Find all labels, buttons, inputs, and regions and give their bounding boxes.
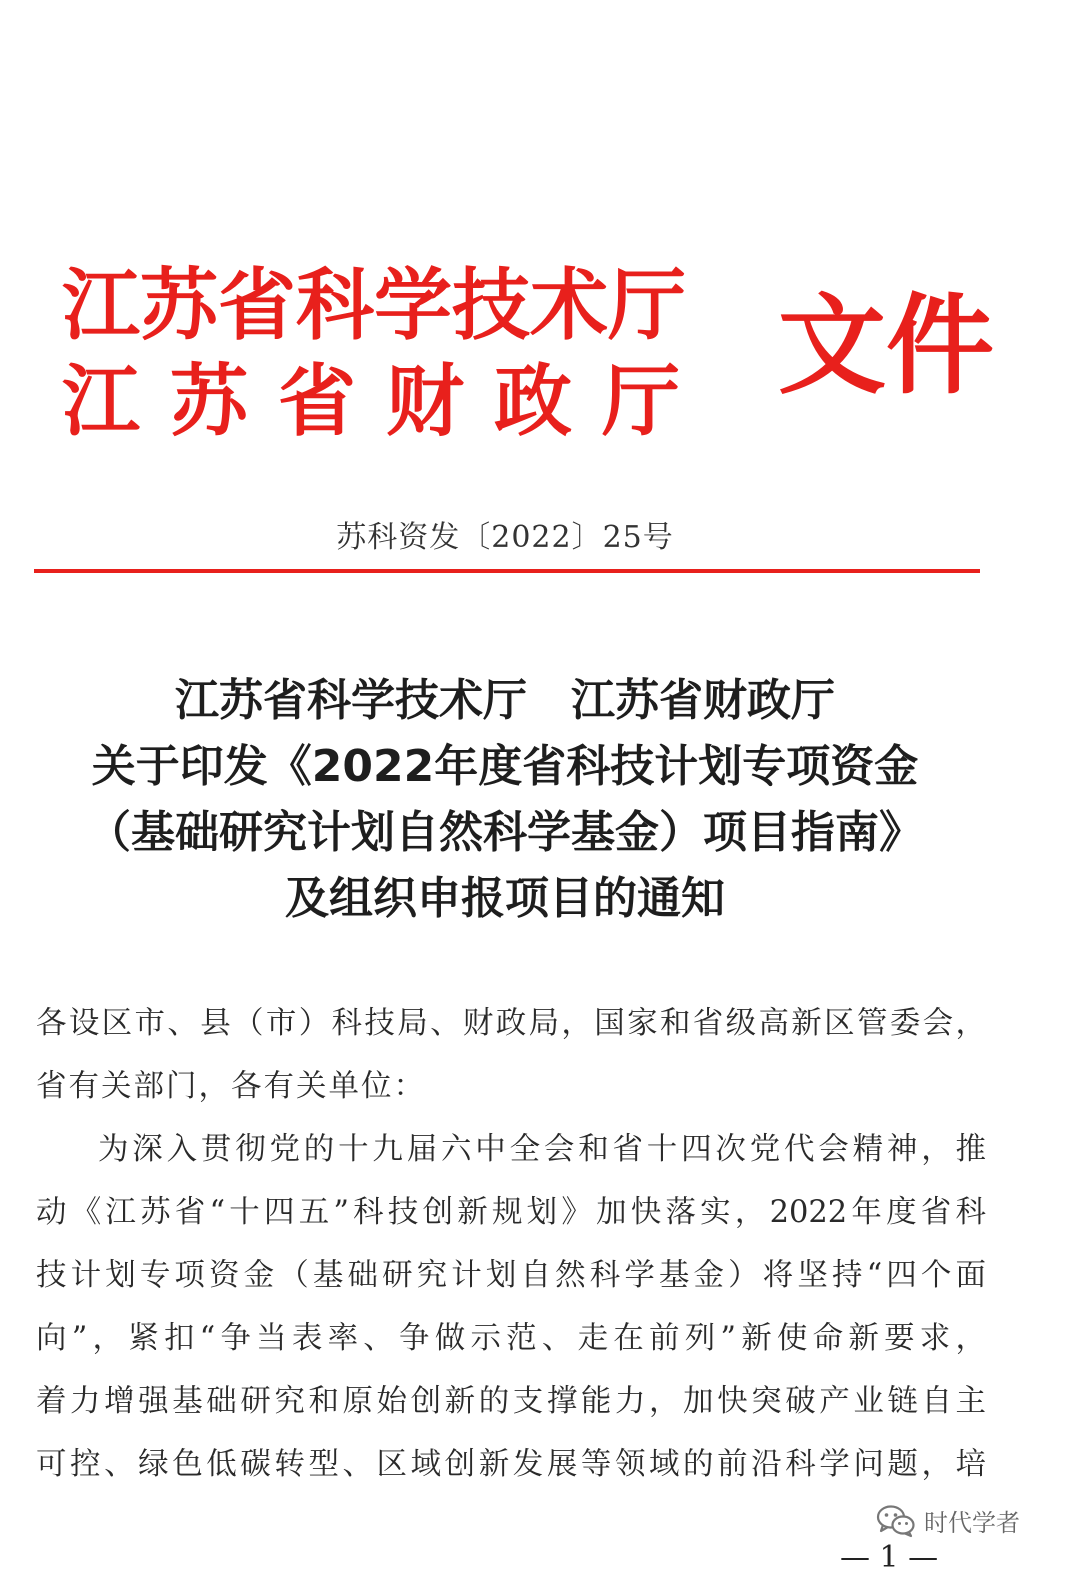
issuer-science-department: 江苏省科学技术厅 [62,261,687,351]
title-line-2: 关于印发《2022年度省科技计划专项资金 [91,741,919,792]
body-line: 各设区市、县（市）科技局、财政局，国家和省级高新区管委会， [36,1006,986,1041]
issuer-block [62,258,742,450]
watermark-text: 时代学者 [924,1509,1020,1537]
notice-title [0,668,1010,932]
wechat-icon [876,1504,916,1538]
page-number: — 1 — [840,1540,939,1575]
title-line-4: 及组织申报项目的通知 [285,873,725,924]
red-divider [34,569,980,573]
issuer-finance-department: 江苏省财政厅 [62,357,711,447]
body-line: 可控、绿色低碳转型、区域创新发展等领域的前沿科学问题，培 [36,1447,986,1482]
source-watermark [876,1503,1020,1538]
body-line: 动《江苏省“十四五”科技创新规划》加快落实，2022年度省科 [36,1195,986,1230]
body-line: 省有关部门，各有关单位： [36,1069,426,1104]
document-number: 苏科资发〔2022〕25号 [336,520,674,555]
title-issuer-2: 江苏省财政厅 [571,675,835,726]
title-issuer-1: 江苏省科学技术厅 [175,675,527,726]
body-line: 技计划专项资金（基础研究计划自然科学基金）将坚持“四个面 [36,1258,986,1293]
title-line-3: （基础研究计划自然科学基金）项目指南》 [87,807,923,858]
notice-body [36,992,986,1496]
title-line-1 [0,668,1010,734]
document-label: 文件 [778,284,995,409]
body-line: 为深入贯彻党的十九届六中全会和省十四次党代会精神，推 [98,1132,986,1167]
body-line: 着力增强基础研究和原始创新的支撑能力，加快突破产业链自主 [36,1384,986,1419]
body-line: 向”，紧扣“争当表率、争做示范、走在前列”新使命新要求， [36,1321,986,1356]
